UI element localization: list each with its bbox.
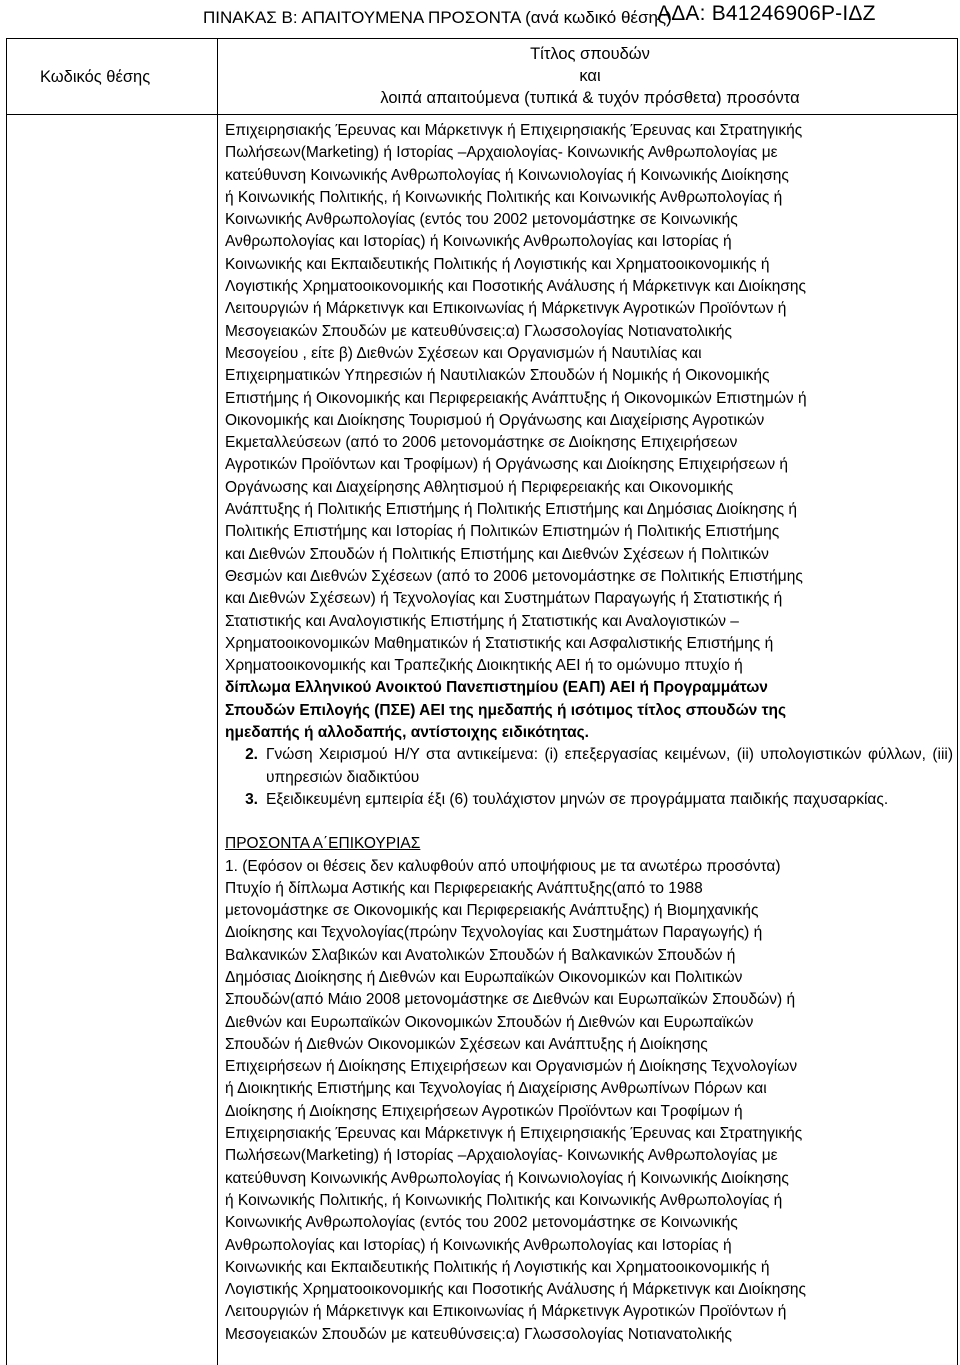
text-line: Κοινωνικής Ανθρωπολογίας (εντός του 2002 μετονομάστηκε σε Κοινωνικής bbox=[225, 211, 738, 229]
text-line: Ανθρωπολογίας και Ιστορίας) ή Κοινωνικής Ανθρωπολογίας και Ιστορίας ή bbox=[225, 233, 732, 251]
section-title: ΠΡΟΣΟΝΤΑ Α΄ΕΠΙΚΟΥΡΙΑΣ bbox=[225, 835, 421, 853]
qualifications-text bbox=[225, 120, 953, 1346]
item-number: 3. bbox=[245, 790, 258, 808]
text-line: Κοινωνικής και Εκπαιδευτικής Πολιτικής ή Λογιστικής και Χρηματοοικονομικής ή bbox=[225, 1258, 770, 1276]
text-line: Λειτουργιών ή Μάρκετινγκ και Επικοινωνίας ή Μάρκετινγκ Αγροτικών Προϊόντων ή bbox=[225, 1303, 787, 1321]
text-line: Λογιστικής Χρηματοοικονομικής και Ποσοτικής Ανάλυσης ή Μάρκετινγκ και Διοίκησης bbox=[225, 1281, 806, 1299]
table-column-divider bbox=[217, 38, 218, 1365]
text-line: Μεσογειακών Σπουδών με κατευθύνσεις:α) Γλωσσολογίας Νοτιανατολικής bbox=[225, 1325, 732, 1343]
page-heading bbox=[0, 0, 960, 40]
column-header-line: Τίτλος σπουδών bbox=[530, 45, 650, 63]
text-line: Κοινωνικής και Εκπαιδευτικής Πολιτικής ή Λογιστικής και Χρηματοοικονομικής ή bbox=[225, 255, 770, 273]
text-line: Ανθρωπολογίας και Ιστορίας) ή Κοινωνικής Ανθρωπολογίας και Ιστορίας ή bbox=[225, 1236, 732, 1254]
text-line: Μεσογείου , είτε β) Διεθνών Σχέσεων και Οργανισμών ή Ναυτιλίας και bbox=[225, 344, 702, 362]
text-line: Λειτουργιών ή Μάρκετινγκ και Επικοινωνίας ή Μάρκετινγκ Αγροτικών Προϊόντων ή bbox=[225, 300, 787, 318]
column-header-line: λοιπά απαιτούμενα (τυπικά & τυχόν πρόσθετα) προσόντα bbox=[380, 89, 800, 107]
text-line-bold bbox=[225, 722, 953, 744]
text-line: Διεθνών και Ευρωπαϊκών Οικονομικών Σπουδών ή Διεθνών και Ευρωπαϊκών bbox=[225, 1013, 754, 1031]
bold-text: ημεδαπής ή αλλοδαπής, αντίστοιχης ειδικότητας. bbox=[225, 724, 589, 742]
text-line: Ανάπτυξης ή Πολιτικής Επιστήμης ή Πολιτικής Επιστήμης και Δημόσιας Διοίκησης ή bbox=[225, 501, 797, 519]
text-line: Οργάνωσης και Διαχείρησης Αθλητισμού ή Περιφερειακής και Οικονομικής bbox=[225, 478, 734, 496]
text-line: Επιχειρησιακής Έρευνας και Μάρκετινγκ ή Επιχειρησιακής Έρευνας και Στρατηγικής bbox=[225, 1125, 803, 1143]
requirement-item-2 bbox=[225, 744, 953, 789]
text-line: Επιστήμης ή Οικονομικής και Περιφερειακής Ανάπτυξης ή Οικονομικών Επιστημών ή bbox=[225, 389, 807, 407]
text-line: Πωλήσεων(Marketing) ή Ιστορίας –Αρχαιολογίας- Κοινωνικής Ανθρωπολογίας με bbox=[225, 144, 778, 162]
text-line: Οικονομικής και Διοίκησης Τουρισμού ή Οργάνωσης και Διαχείρισης Αγροτικών bbox=[225, 411, 765, 429]
text-line: Θεσμών και Διεθνών Σχέσεων (από το 2006 μετονομάστηκε σε Πολιτικής Επιστήμης bbox=[225, 567, 803, 585]
text-line: ή Διοικητικής Επιστήμης και Τεχνολογίας ή Διαχείρισης Ανθρωπίνων Πόρων και bbox=[225, 1080, 767, 1098]
column-header-code: Κωδικός θέσης bbox=[40, 68, 151, 86]
ada-code: ΑΔΑ: Β41246906Ρ-ΙΔΖ bbox=[657, 2, 876, 25]
bold-text: Σπουδών Επιλογής (ΠΣΕ) ΑΕΙ της ημεδαπής ή ισότιμος τίτλος σπουδών της bbox=[225, 701, 787, 719]
table-header-divider bbox=[6, 114, 958, 115]
item-text: Εξειδικευμένη εμπειρία έξι (6) τουλάχιστον μηνών σε προγράμματα παιδικής παχυσαρκίας. bbox=[266, 790, 889, 808]
text-line: Λογιστικής Χρηματοοικονομικής και Ποσοτικής Ανάλυσης ή Μάρκετινγκ και Διοίκησης bbox=[225, 278, 806, 296]
text-line: Αγροτικών Προϊόντων και Τροφίμων) ή Οργάνωσης και Διοίκησης Επιχειρήσεων ή bbox=[225, 456, 789, 474]
text-line: Διοίκησης και Τεχνολογίας(πρώην Τεχνολογίας και Συστημάτων Παραγωγής) ή bbox=[225, 924, 763, 942]
text-line: Επιχειρησιακής Έρευνας και Μάρκετινγκ ή Επιχειρησιακής Έρευνας και Στρατηγικής bbox=[225, 122, 803, 139]
text-line: Στατιστικής και Αναλογιστικής Επιστήμης ή Στατιστικής και Αναλογιστικών – bbox=[225, 612, 739, 630]
text-line: 1. (Εφόσον οι θέσεις δεν καλυφθούν από υποψήφιους με τα ανωτέρω προσόντα) bbox=[225, 857, 781, 875]
text-line: Διοίκησης ή Διοίκησης Επιχειρήσεων Αγροτικών Προϊόντων και Τροφίμων ή bbox=[225, 1102, 743, 1120]
text-line: και Διεθνών Σπουδών ή Πολιτικής Επιστήμης και Διεθνών Σχέσεων ή Πολιτικών bbox=[225, 545, 769, 563]
text-line: κατεύθυνση Κοινωνικής Ανθρωπολογίας ή Κοινωνιολογίας ή Κοινωνικής Διοίκησης bbox=[225, 166, 789, 184]
text-line: Βαλκανικών Σλαβικών και Ανατολικών Σπουδών ή Βαλκανικών Σπουδών ή bbox=[225, 946, 736, 964]
item-number: 2. bbox=[245, 746, 258, 764]
text-line: κατεύθυνση Κοινωνικής Ανθρωπολογίας ή Κοινωνιολογίας ή Κοινωνικής Διοίκησης bbox=[225, 1169, 789, 1187]
table-border-left bbox=[6, 38, 7, 1365]
text-line: μετονομάστηκε σε Οικονομικής και Περιφερειακής Ανάπτυξης) ή Βιομηχανικής bbox=[225, 902, 759, 920]
table-title: ΠΙΝΑΚΑΣ Β: ΑΠΑΙΤΟΥΜΕΝΑ ΠΡΟΣΟΝΤΑ (ανά κωδικό θέσης) bbox=[203, 8, 672, 27]
text-line: Πολιτικής Επιστήμης και Ιστορίας ή Πολιτικών Επιστημών ή Πολιτικής Επιστήμης bbox=[225, 523, 780, 541]
text-line: Κοινωνικής Ανθρωπολογίας (εντός του 2002 μετονομάστηκε σε Κοινωνικής bbox=[225, 1214, 738, 1232]
text-line: Πτυχίο ή δίπλωμα Αστικής και Περιφερειακής Ανάπτυξης(από το 1988 bbox=[225, 879, 703, 897]
bold-text: δίπλωμα Ελληνικού Ανοικτού Πανεπιστημίου (ΕΑΠ) ΑΕΙ ή Προγραμμάτων bbox=[225, 679, 768, 697]
text-line: Μεσογειακών Σπουδών με κατευθύνσεις:α) Γλωσσολογίας Νοτιανατολικής bbox=[225, 322, 732, 340]
section-spacer bbox=[225, 811, 953, 833]
text-line: Σπουδών ή Διεθνών Οικονομικών Σχέσεων και Ανάπτυξης ή Διοίκησης bbox=[225, 1035, 708, 1053]
table-border-top bbox=[6, 38, 958, 39]
text-line: Χρηματοοικονομικών Μαθηματικών ή Στατιστικής και Ασφαλιστικής Επιστήμης ή bbox=[225, 634, 774, 652]
text-line: ή Κοινωνικής Πολιτικής, ή Κοινωνικής Πολιτικής και Κοινωνικής Ανθρωπολογίας ή bbox=[225, 1191, 783, 1209]
text-line-bold bbox=[225, 700, 953, 722]
text-line: Πωλήσεων(Marketing) ή Ιστορίας –Αρχαιολογίας- Κοινωνικής Ανθρωπολογίας με bbox=[225, 1147, 778, 1165]
text-line: Δημόσιας Διοίκησης ή Διεθνών και Ευρωπαϊκών Οικονομικών και Πολιτικών bbox=[225, 968, 743, 986]
table-border-right bbox=[957, 38, 958, 1365]
requirement-item-3 bbox=[225, 789, 953, 811]
text-line: Επιχειρήσεων ή Διοίκησης Επιχειρήσεων και Οργανισμών ή Διοίκησης Τεχνολογίων bbox=[225, 1058, 798, 1076]
text-line: και Διεθνών Σχέσεων) ή Τεχνολογίας και Συστημάτων Παραγωγής ή Στατιστικής ή bbox=[225, 590, 783, 608]
text-line: Σπουδών(από Μάιο 2008 μετονομάστηκε σε Διεθνών και Ευρωπαϊκών Σπουδών) ή bbox=[225, 991, 796, 1009]
text-line-bold bbox=[225, 677, 953, 699]
text-line: ή Κοινωνικής Πολιτικής, ή Κοινωνικής Πολιτικής και Κοινωνικής Ανθρωπολογίας ή bbox=[225, 188, 783, 206]
text-line: Επιχειρηματικών Υπηρεσιών ή Ναυτιλιακών Σπουδών ή Νομικής ή Οικονομικής bbox=[225, 367, 770, 385]
column-header-qualifications bbox=[230, 43, 950, 109]
column-header-line: και bbox=[579, 67, 601, 85]
text-line: Χρηματοοικονομικής και Τραπεζικής Διοικητικής ΑΕΙ ή το ομώνυμο πτυχίο ή bbox=[225, 657, 743, 675]
item-text: Γνώση Χειρισμού Η/Υ στα αντικείμενα: (i) επεξεργασίας κειμένων, (ii) υπολογιστικών φύλλων, (iii) υπηρεσιών διαδικτύου bbox=[266, 746, 953, 786]
text-line: Εκμεταλλεύσεων (από το 2006 μετονομάστηκε σε Διοίκησης Επιχειρήσεων bbox=[225, 434, 738, 452]
